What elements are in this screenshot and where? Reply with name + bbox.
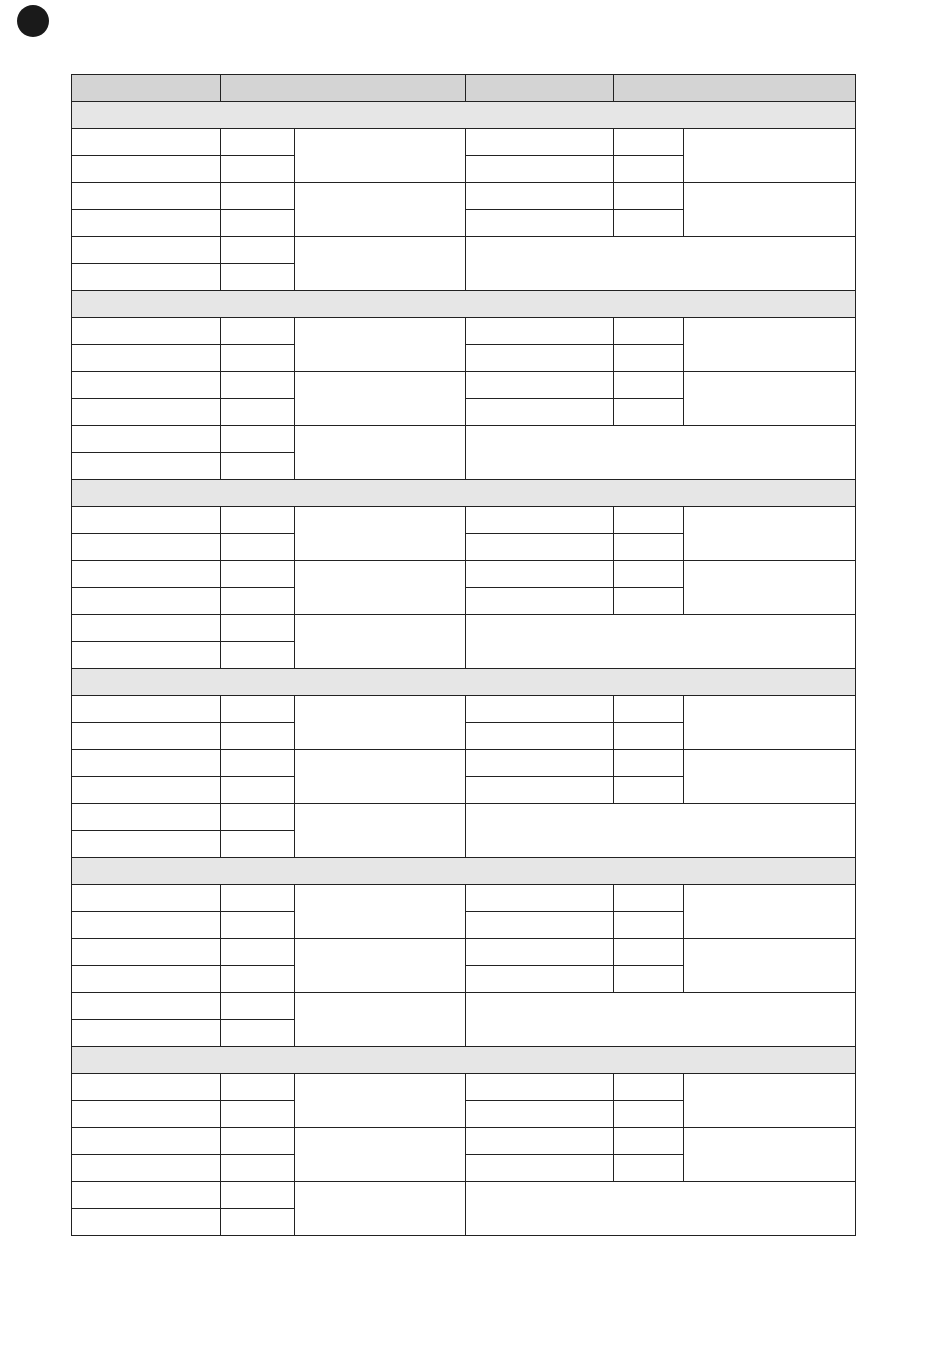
table-cell [466,966,614,993]
table-cell [295,615,466,669]
table-cell [295,183,466,237]
table-cell [221,318,295,345]
table-cell [295,129,466,183]
section-title [72,291,856,318]
table-cell [72,372,221,399]
table-cell [466,723,614,750]
table-cell [466,399,614,426]
table-cell [684,1074,856,1128]
table-cell [466,1182,856,1236]
table-cell [466,777,614,804]
table-cell [614,318,684,345]
table-cell [221,723,295,750]
table-cell [614,399,684,426]
table-cell [614,1101,684,1128]
data-table [71,74,856,1236]
table-cell [684,183,856,237]
page-marker-icon [17,5,49,37]
table-cell [466,696,614,723]
table-row [72,183,856,210]
table-row [72,1128,856,1155]
table-cell [221,831,295,858]
table-cell [684,885,856,939]
table-cell [221,183,295,210]
table-cell [684,507,856,561]
table-cell [295,561,466,615]
section-title [72,858,856,885]
table-cell [72,912,221,939]
table-cell [684,129,856,183]
table-cell [72,1101,221,1128]
table-cell [614,534,684,561]
table-cell [466,345,614,372]
table-cell [221,966,295,993]
table-cell [466,561,614,588]
table-cell [72,993,221,1020]
section-header-row [72,669,856,696]
table-cell [614,345,684,372]
table-row [72,426,856,453]
table-cell [221,399,295,426]
table-cell [72,723,221,750]
table-cell [466,912,614,939]
table-cell [72,399,221,426]
table-cell [72,777,221,804]
table-cell [221,939,295,966]
table-cell [295,372,466,426]
table-cell [72,1128,221,1155]
table-cell [221,1209,295,1236]
table-cell [684,939,856,993]
data-table-sheet [71,74,855,1236]
table-cell [295,885,466,939]
table-cell [614,561,684,588]
table-cell [614,372,684,399]
table-cell [72,453,221,480]
table-cell [72,642,221,669]
table-cell [221,1128,295,1155]
table-cell [221,615,295,642]
table-row [72,237,856,264]
table-row [72,372,856,399]
section-header-row [72,291,856,318]
table-cell [221,804,295,831]
table-cell [614,939,684,966]
section-header-row [72,102,856,129]
section-title [72,669,856,696]
table-cell [684,696,856,750]
section-title [72,1047,856,1074]
table-cell [221,210,295,237]
header-cell [466,75,614,102]
table-cell [221,777,295,804]
table-cell [614,1128,684,1155]
table-row [72,1182,856,1209]
table-cell [72,588,221,615]
table-cell [684,372,856,426]
table-cell [72,966,221,993]
table-cell [221,372,295,399]
table-cell [466,426,856,480]
table-row [72,507,856,534]
table-cell [295,1182,466,1236]
table-cell [221,1182,295,1209]
table-cell [221,588,295,615]
table-row [72,993,856,1020]
table-cell [295,1128,466,1182]
table-cell [72,804,221,831]
table-cell [221,1101,295,1128]
table-cell [466,237,856,291]
table-cell [72,210,221,237]
header-cell [221,75,466,102]
table-cell [295,318,466,372]
table-cell [221,696,295,723]
table-cell [295,804,466,858]
table-cell [72,318,221,345]
table-cell [72,885,221,912]
table-row [72,561,856,588]
table-cell [466,183,614,210]
table-cell [466,588,614,615]
table-cell [466,318,614,345]
table-cell [221,642,295,669]
table-cell [614,750,684,777]
table-cell [221,237,295,264]
table-cell [466,210,614,237]
table-cell [72,1074,221,1101]
table-cell [295,993,466,1047]
table-cell [72,831,221,858]
table-cell [466,750,614,777]
table-cell [614,912,684,939]
table-cell [72,561,221,588]
table-row [72,804,856,831]
header-cell [72,75,221,102]
table-cell [221,264,295,291]
table-cell [221,912,295,939]
table-cell [295,696,466,750]
table-cell [466,1074,614,1101]
table-cell [466,129,614,156]
table-cell [72,507,221,534]
table-cell [614,777,684,804]
table-cell [614,588,684,615]
table-cell [295,939,466,993]
table-cell [72,426,221,453]
table-cell [72,345,221,372]
table-cell [72,534,221,561]
table-header-row [72,75,856,102]
table-cell [466,534,614,561]
table-row [72,615,856,642]
table-cell [466,1128,614,1155]
header-cell [614,75,856,102]
table-cell [221,507,295,534]
table-cell [614,129,684,156]
table-cell [72,1155,221,1182]
table-cell [614,183,684,210]
table-cell [614,885,684,912]
table-cell [614,1155,684,1182]
table-cell [72,1182,221,1209]
table-row [72,939,856,966]
table-cell [295,1074,466,1128]
table-cell [72,696,221,723]
table-row [72,318,856,345]
table-cell [221,1020,295,1047]
table-cell [466,1101,614,1128]
table-cell [72,264,221,291]
table-cell [684,1128,856,1182]
table-cell [466,372,614,399]
table-cell [221,561,295,588]
table-cell [72,750,221,777]
table-cell [466,939,614,966]
table-cell [221,345,295,372]
table-row [72,750,856,777]
table-cell [295,237,466,291]
table-cell [614,507,684,534]
table-cell [295,750,466,804]
table-cell [72,183,221,210]
table-cell [614,1074,684,1101]
table-cell [221,885,295,912]
table-cell [466,507,614,534]
table-row [72,1074,856,1101]
table-cell [72,129,221,156]
table-cell [466,156,614,183]
section-header-row [72,480,856,507]
table-cell [221,1074,295,1101]
table-cell [466,804,856,858]
table-cell [466,993,856,1047]
table-cell [221,534,295,561]
table-cell [221,156,295,183]
table-cell [295,507,466,561]
table-cell [614,156,684,183]
table-cell [466,1155,614,1182]
table-cell [221,426,295,453]
table-row [72,696,856,723]
table-row [72,129,856,156]
table-cell [684,750,856,804]
section-title [72,102,856,129]
table-cell [72,156,221,183]
table-cell [466,885,614,912]
table-cell [614,723,684,750]
table-cell [221,129,295,156]
table-cell [614,966,684,993]
table-cell [466,615,856,669]
section-header-row [72,1047,856,1074]
table-cell [614,210,684,237]
table-cell [72,1209,221,1236]
table-cell [684,561,856,615]
table-cell [72,615,221,642]
section-title [72,480,856,507]
table-cell [221,993,295,1020]
table-cell [72,939,221,966]
table-cell [221,453,295,480]
table-cell [614,696,684,723]
table-cell [72,237,221,264]
table-cell [684,318,856,372]
table-cell [221,750,295,777]
table-cell [72,1020,221,1047]
table-cell [295,426,466,480]
table-cell [221,1155,295,1182]
section-header-row [72,858,856,885]
table-row [72,885,856,912]
